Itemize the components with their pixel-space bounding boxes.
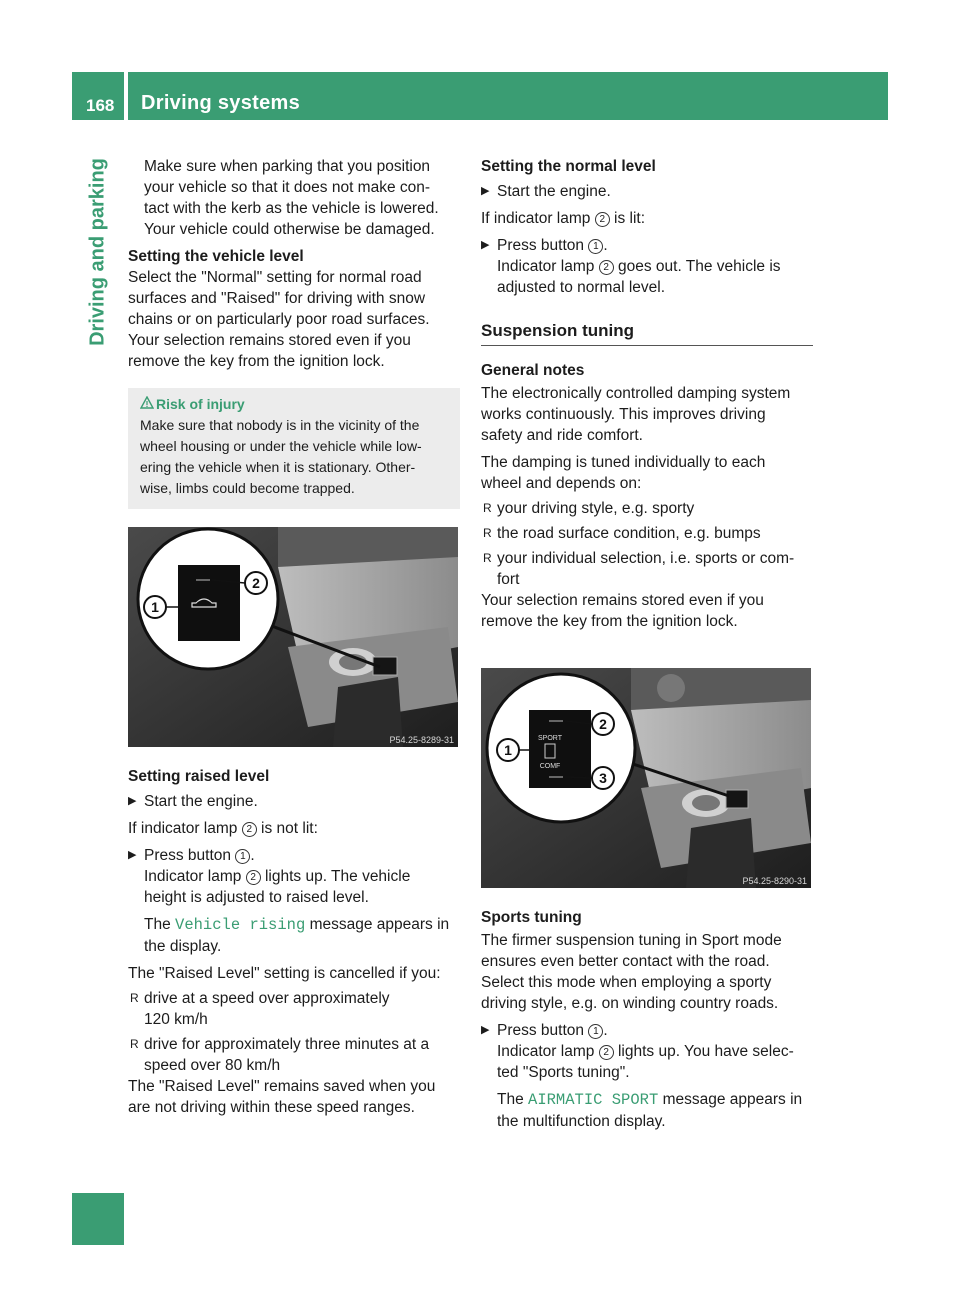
left-column-lower: [128, 766, 460, 1118]
text-line: Your selection remains stored even if you: [481, 592, 764, 609]
text: Press button: [497, 1022, 585, 1039]
text-line: are not driving within these speed ranges.: [128, 1099, 415, 1116]
warning-title-text: Risk of injury: [156, 396, 245, 412]
right-column-lower: [481, 907, 813, 1132]
text-line: surfaces and "Raised" for driving with snow: [128, 290, 426, 307]
text: drive at a speed over approximately: [144, 990, 390, 1007]
text: lights up. You have selec-: [617, 1043, 794, 1060]
text-line: Select this mode when employing a sporty: [481, 974, 772, 991]
display-message: AIRMATIC SPORT: [528, 1091, 659, 1109]
bullet-continuation: fort: [497, 571, 520, 588]
text: is lit:: [614, 210, 646, 227]
display-message: Vehicle rising: [175, 916, 306, 934]
bullet-item: [481, 548, 813, 569]
text-line: the multifunction display.: [497, 1113, 666, 1130]
callout-2: 2: [252, 575, 260, 591]
bullet-item: [481, 498, 813, 519]
cancel-intro: The "Raised Level" setting is cancelled if you:: [128, 965, 441, 982]
text-line: safety and ride comfort.: [481, 427, 643, 444]
figure-suspension-control: [481, 668, 811, 888]
text-line: The electronically controlled damping system: [481, 385, 791, 402]
text-line: ensures even better contact with the road.: [481, 953, 770, 970]
callout-ref: 2: [242, 822, 257, 837]
text-line: Your vehicle could otherwise be damaged.: [144, 221, 435, 238]
figure-code: P54.25-8290-31: [742, 876, 807, 886]
callout-ref: 1: [235, 849, 250, 864]
text: message appears in: [662, 1091, 803, 1108]
sidebar-marker: [72, 1193, 124, 1245]
bullet-item: [128, 988, 460, 1009]
text: If indicator lamp: [128, 820, 238, 837]
text: Indicator lamp: [144, 868, 242, 885]
text-line: The "Raised Level" remains saved when you: [128, 1078, 436, 1095]
step-start-engine: [128, 791, 460, 812]
display-message-line: [481, 1089, 813, 1111]
text: lights up. The vehicle: [264, 868, 411, 885]
callout-2: 2: [599, 716, 607, 732]
result-line: [481, 256, 813, 277]
text-line: the display.: [144, 938, 222, 955]
step-press-button: [128, 845, 460, 866]
text: your driving style, e.g. sporty: [497, 500, 695, 517]
text-line: chains or on particularly poor road surfaces.: [128, 311, 430, 328]
text: The: [144, 916, 171, 933]
callout-3: 3: [599, 770, 607, 786]
page-number-box: [72, 72, 124, 120]
text: .: [603, 237, 608, 254]
left-column: [128, 156, 460, 509]
vehicle-level-paragraph: [128, 267, 460, 372]
text: Indicator lamp: [497, 1043, 595, 1060]
text-line: wheel housing or under the vehicle while low-: [140, 438, 422, 454]
text-line: ering the vehicle when it is stationary. Other-: [140, 459, 416, 475]
warning-title: [140, 394, 450, 415]
text: If indicator lamp: [481, 210, 591, 227]
step-text: Start the engine.: [497, 183, 611, 200]
text: Indicator lamp: [497, 258, 595, 275]
step-press-button: [481, 1020, 813, 1041]
figure-level-control: [128, 527, 458, 747]
page-number: 168: [86, 96, 115, 115]
text: drive for approximately three minutes at a: [144, 1036, 430, 1053]
text: The: [497, 1091, 524, 1108]
text: goes out. The vehicle is: [617, 258, 781, 275]
step-press-button: [481, 235, 813, 256]
console-illustration: [481, 668, 811, 888]
text-line: wheel and depends on:: [481, 475, 642, 492]
text-line: driving style, e.g. on winding country roads.: [481, 995, 779, 1012]
right-column: [481, 156, 813, 632]
general-notes-heading: General notes: [481, 362, 585, 379]
text-line: The damping is tuned individually to each: [481, 454, 766, 471]
bullet-continuation: speed over 80 km/h: [144, 1057, 281, 1074]
text-line: your vehicle so that it does not make con-: [144, 179, 431, 196]
condition-line: [128, 818, 460, 839]
page-title: Driving systems: [141, 92, 301, 114]
callout-1: 1: [504, 742, 512, 758]
result-line: [481, 1041, 813, 1062]
bullet-item: [128, 1034, 460, 1055]
text-line: wise, limbs could become trapped.: [140, 480, 355, 496]
text-line: tact with the kerb as the vehicle is lowered.: [144, 200, 439, 217]
header-bar: [128, 72, 888, 120]
callout-ref: 2: [599, 260, 614, 275]
text-line: works continuously. This improves driving: [481, 406, 766, 423]
sidebar-section-label: Driving and parking: [86, 158, 109, 346]
text: your individual selection, i.e. sports or com-: [497, 550, 795, 567]
display-message-line: [128, 914, 460, 936]
label-sport: SPORT: [538, 735, 562, 742]
warning-box: [128, 388, 460, 509]
text: Press button: [144, 847, 232, 864]
text-line: remove the key from the ignition lock.: [128, 353, 385, 370]
callout-ref: 2: [246, 870, 261, 885]
text: .: [250, 847, 255, 864]
result-line: [128, 866, 460, 887]
text: message appears in: [309, 916, 450, 933]
result-line: ted "Sports tuning".: [497, 1064, 630, 1081]
raised-level-heading: Setting raised level: [128, 768, 270, 785]
text-line: The firmer suspension tuning in Sport mode: [481, 932, 782, 949]
warning-triangle-icon: [140, 394, 156, 415]
text-line: Select the "Normal" setting for normal road: [128, 269, 422, 286]
text-line: Make sure when parking that you position: [144, 158, 431, 175]
figure-code: P54.25-8289-31: [389, 735, 454, 745]
bullet-continuation: 120 km/h: [144, 1011, 208, 1028]
callout-ref: 2: [599, 1045, 614, 1060]
text-line: Your selection remains stored even if you: [128, 332, 411, 349]
console-illustration: [128, 527, 458, 747]
intro-paragraph: [128, 156, 460, 240]
step-start-engine: [481, 181, 813, 202]
result-line: adjusted to normal level.: [497, 279, 666, 296]
text-line: remove the key from the ignition lock.: [481, 613, 738, 630]
bullet-item: [481, 523, 813, 544]
condition-line: [481, 208, 813, 229]
step-text: Start the engine.: [144, 793, 258, 810]
callout-1: 1: [151, 599, 159, 615]
callout-ref: 2: [595, 212, 610, 227]
text: is not lit:: [261, 820, 318, 837]
text: Press button: [497, 237, 585, 254]
normal-level-heading: Setting the normal level: [481, 158, 656, 175]
callout-ref: 1: [588, 1024, 603, 1039]
text: .: [603, 1022, 608, 1039]
vehicle-level-heading: Setting the vehicle level: [128, 248, 304, 265]
callout-ref: 1: [588, 239, 603, 254]
text: the road surface condition, e.g. bumps: [497, 525, 761, 542]
label-comf: COMF: [539, 763, 561, 770]
text-line: Make sure that nobody is in the vicinity of the: [140, 417, 420, 433]
suspension-tuning-title: Suspension tuning: [481, 320, 813, 346]
result-line: height is adjusted to raised level.: [144, 889, 369, 906]
sports-tuning-heading: Sports tuning: [481, 909, 582, 926]
